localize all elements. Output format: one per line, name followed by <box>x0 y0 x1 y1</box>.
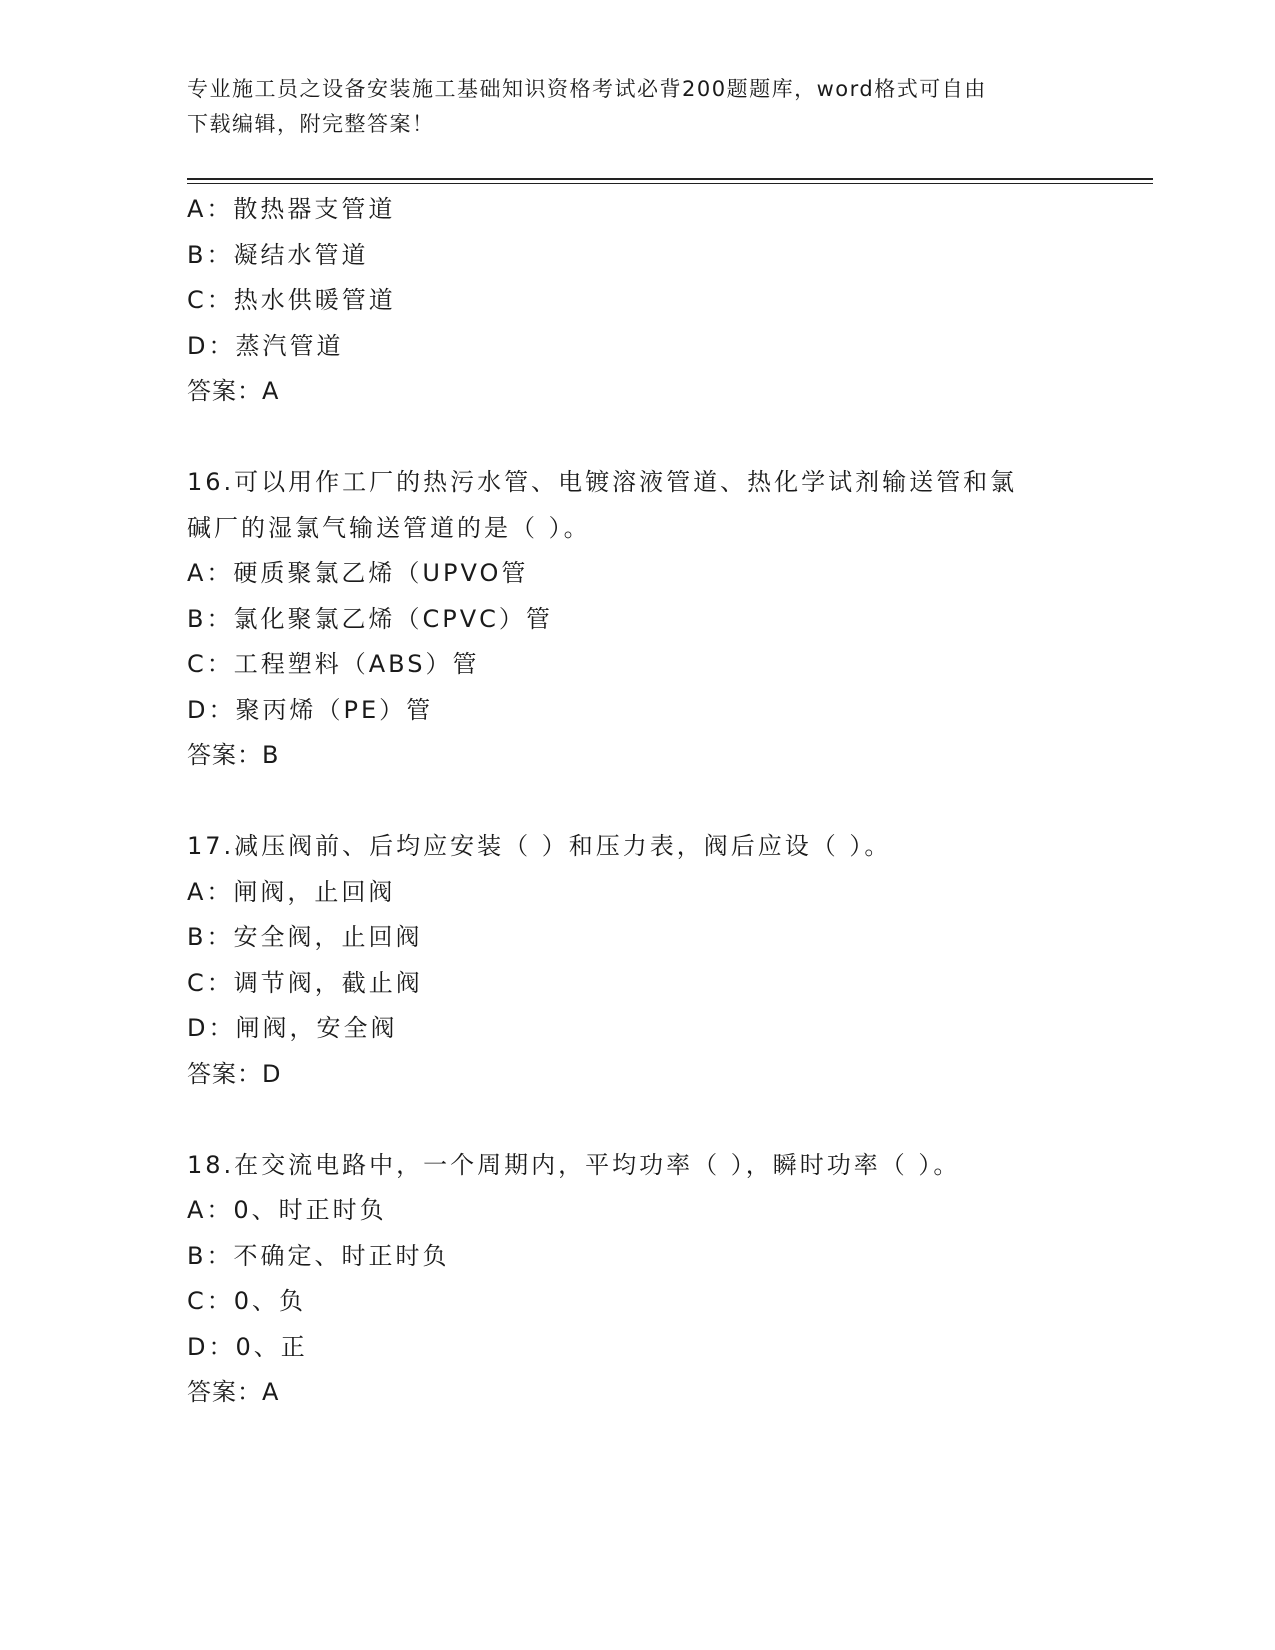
option-c: C：热水供暖管道 <box>187 286 396 314</box>
question-stem: 16.可以用作工厂的热污水管、电镀溶液管道、热化学试剂输送管和氯 <box>187 468 1018 496</box>
option-c: C：调节阀，截止阀 <box>187 968 423 997</box>
header-line-1: 专业施工员之设备安装施工基础知识资格考试必背200题题库，word格式可自由 <box>187 77 987 101</box>
option-b: B：不确定、时正时负 <box>187 1241 450 1270</box>
option-c: C：工程塑料（ABS）管 <box>187 650 480 678</box>
option-d: D：聚丙烯（PE）管 <box>187 695 434 724</box>
question-stem: 18.在交流电路中，一个周期内，平均功率（ ），瞬时功率（ ）。 <box>187 1150 961 1179</box>
option-a: A：散热器支管道 <box>187 195 396 223</box>
spacer <box>187 779 1087 825</box>
option-b: B：安全阀，止回阀 <box>187 923 423 951</box>
question-15-continued <box>187 187 1087 415</box>
spacer <box>187 415 1087 461</box>
header-divider-thin <box>187 183 1153 184</box>
answer-line: 答案：B <box>187 741 280 769</box>
question-stem: 碱厂的湿氯气输送管道的是（ ）。 <box>187 513 591 542</box>
option-a: A：硬质聚氯乙烯（UPVO管 <box>187 559 529 587</box>
answer-line: 答案：A <box>187 1378 280 1406</box>
header-divider-thick <box>187 178 1153 180</box>
question-stem: 17.减压阀前、后均应安装（ ）和压力表，阀后应设（ ）。 <box>187 832 892 860</box>
spacer <box>187 1097 1087 1143</box>
option-d: D：蒸汽管道 <box>187 331 344 360</box>
header-line-2: 下载编辑，附完整答案！ <box>187 112 435 136</box>
document-body <box>187 187 1087 1416</box>
question-16 <box>187 460 1087 779</box>
answer-line: 答案：A <box>187 377 280 405</box>
option-b: B：凝结水管道 <box>187 240 369 269</box>
option-c: C：0、负 <box>187 1287 307 1315</box>
question-18 <box>187 1143 1087 1416</box>
answer-line: 答案：D <box>187 1059 282 1088</box>
option-d: D：0、正 <box>187 1332 308 1361</box>
option-a: A：0、时正时负 <box>187 1196 387 1224</box>
document-header <box>187 72 1087 142</box>
option-d: D：闸阀，安全阀 <box>187 1014 398 1042</box>
option-a: A：闸阀，止回阀 <box>187 877 396 906</box>
option-b: B：氯化聚氯乙烯（CPVC）管 <box>187 604 553 633</box>
question-17 <box>187 824 1087 1097</box>
